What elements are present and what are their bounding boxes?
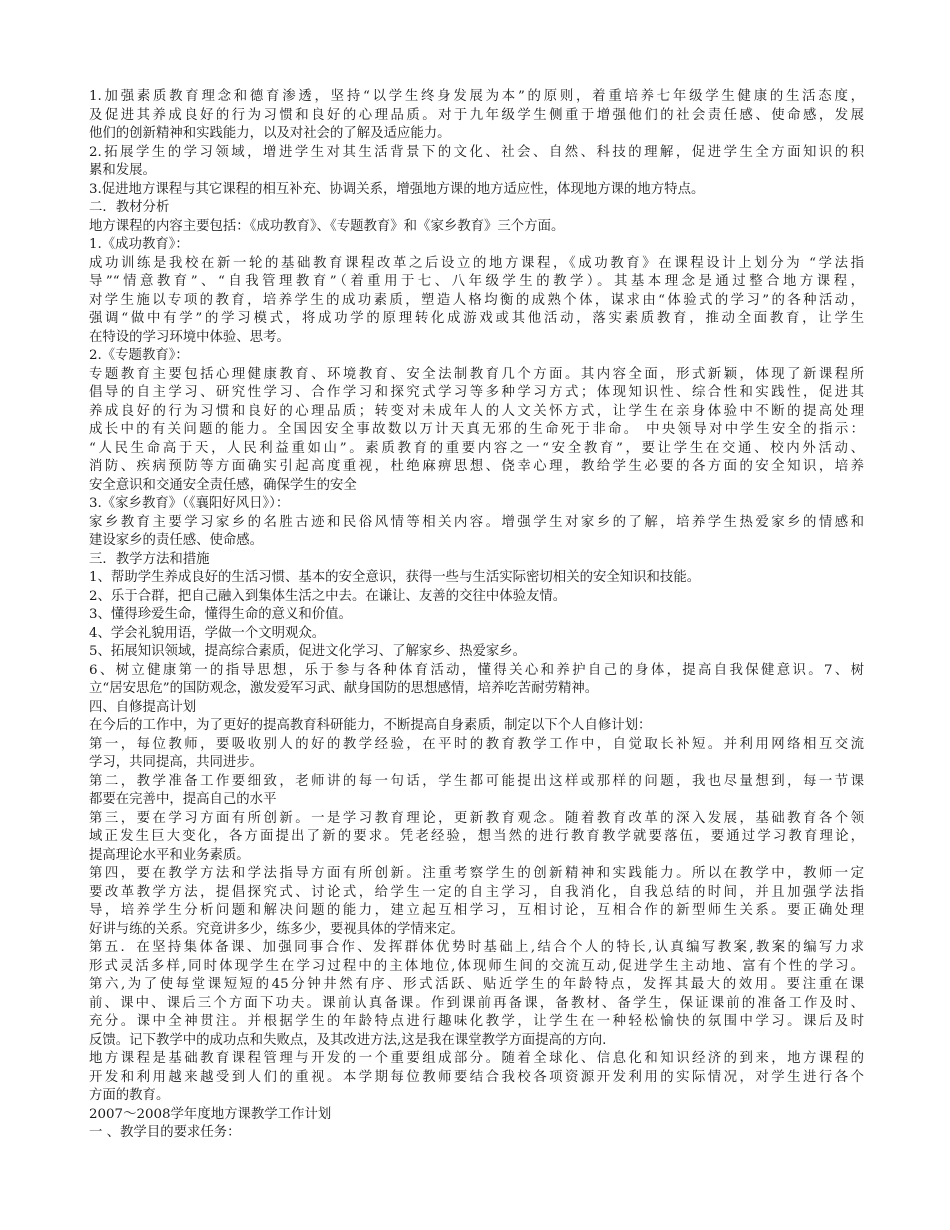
text-line: 地方课程的内容主要包括：《成功教育》、《专题教育》和《家乡教育》三个方面。 (89, 218, 565, 234)
text-line: 倡导的自主学习、研究性学习、合作学习和探究式学习等多种学习方式；体现知识性、综合性和实践性，促进其 (89, 385, 864, 400)
text-line: 第三，要在学习方面有所创新。一是学习教育理论，更新教育观念。随着教育改革的深入发展，基础教育各个领 (89, 810, 864, 826)
text-line: 成功训练是我校在新一轮的基础教育课程改革之后设立的地方课程，《成功教育》在课程设计上划分为 “学法指 (89, 255, 864, 271)
text-line: 2007～2008学年度地方课教学工作计划 (89, 1106, 332, 1122)
text-line: “人民生命高于天，人民利益重如山”。素质教育的重要内容之一“安全教育”，要让学生在交通、校内外活动、 (89, 440, 864, 456)
text-line: 强调“做中有学”的学习模式，将成功学的原理转化成游戏或其他活动，落实素质教育，推动全面教育，让学生 (89, 311, 864, 326)
text-line: 域正发生巨大变化，各方面提出了新的要求。凭老经验，想当然的进行教育教学就要落伍，要通过学习教育理论， (89, 829, 864, 844)
text-line: 1.《成功教育》： (89, 237, 189, 252)
text-line: 前、课中、课后三个方面下功夫。课前认真备课。作到课前再备课，备教材、备学生，保证课前的准备工作及时、 (89, 995, 864, 1011)
text-line: 提高理论水平和业务素质。 (89, 847, 250, 863)
text-line: 四、自修提高计划 (89, 699, 197, 715)
text-line: 第四，要在教学方法和学法指导方面有所创新。注重考察学生的创新精神和实践能力。所以在教学中，教师一定 (89, 866, 864, 881)
text-line: 养成良好的行为习惯和良好的心理品质；转变对未成年人的人文关怀方式，让学生在亲身体验中不断的提高处理 (89, 403, 864, 419)
text-line: 他们的创新精神和实践能力，以及对社会的了解及适应能力。 (89, 126, 451, 141)
text-line: 形式灵活多样,同时体现学生在学习过程中的主体地位,体现师生间的交流互动,促进学生主动地、富有个性的学习。 (89, 958, 864, 974)
text-line: 3.促进地方课程与其它课程的相互补充、协调关系，增强地方课的地方适应性，体现地方课的地方特点。 (89, 181, 705, 197)
text-line: 3、懂得珍爱生命，懂得生命的意义和价值。 (89, 607, 352, 622)
text-line: 在今后的工作中，为了更好的提高教育科研能力，不断提高自身素质，制定以下个人自修计划： (89, 718, 652, 733)
text-line: 要改革教学方法，提倡探究式、讨论式，给学生一定的自主学习，自我消化，自我总结的时间，并且加强学法指 (89, 884, 864, 900)
text-line: 累和发展。 (89, 163, 156, 178)
text-line: 对学生施以专项的教育，培养学生的成功素质，塑造人格均衡的成熟个体，谋求由“体验式的学习”的各种活动， (89, 292, 864, 308)
text-line: 6、树立健康第一的指导思想，乐于参与各种体育活动，懂得关心和养护自己的身体，提高自我保健意识。7、树 (89, 662, 864, 678)
text-line: 一 、教学目的要求任务： (89, 1125, 241, 1140)
text-line: 地方课程是基础教育课程管理与开发的一个重要组成部分。随着全球化、信息化和知识经济的到来，地方课程的 (89, 1051, 864, 1066)
text-line: 1、帮助学生养成良好的生活习惯、基本的安全意识，获得一些与生活实际密切相关的安全知识和技能。 (89, 570, 701, 585)
text-line: 安全意识和交通安全责任感，确保学生的安全 (89, 477, 357, 493)
text-line: 第二，教学准备工作要细致，老师讲的每一句话，学生都可能提出这样或那样的问题，我也尽量想到，每一节课 (89, 773, 864, 789)
text-line: 三．教学方法和措施 (89, 551, 210, 567)
text-line: 2.拓展学生的学习领域，增进学生对其生活背景下的文化、社会、自然、科技的理解，促进学生全方面知识的积 (89, 144, 864, 160)
text-line: 4、学会礼貌用语，学做一个文明观众。 (89, 625, 326, 641)
text-line: 都要在完善中，提高自己的水平 (89, 792, 277, 807)
text-line: 方面的教育。 (89, 1088, 170, 1103)
text-line: 及促进其养成良好的行为习惯和良好的心理品质。对于九年级学生侧重于增强他们的社会责任感、使命感，发展 (89, 107, 864, 123)
text-line: 好讲与练的关系。究竟讲多少，练多少，要视具体的学情来定。 (89, 921, 464, 937)
document-body (89, 88, 864, 1143)
text-line: 专题教育主要包括心理健康教育、环境教育、安全法制教育几个方面。其内容全面，形式新颖，体现了新课程所 (89, 366, 864, 382)
text-line: 学习，共同提高，共同进步。 (89, 755, 264, 770)
text-line: 二．教材分析 (89, 200, 170, 215)
text-line: 开发和利用越来越受到人们的重视。本学期每位教师要结合我校各项资源开发利用的实际情况，对学生进行各个 (89, 1069, 864, 1085)
text-line: 家乡教育主要学习家乡的名胜古迹和民俗风情等相关内容。增强学生对家乡的了解，培养学生热爱家乡的情感和 (89, 514, 864, 530)
text-line: 第一，每位教师，要吸收别人的好的教学经验，在平时的教育教学工作中，自觉取长补短。并利用网络相互交流 (89, 736, 864, 752)
text-line: 成长中的有关问题的能力。全国因安全事故数以万计天真无邪的生命死于非命。 中央领导对中学生安全的指示： (89, 422, 864, 437)
text-line: 3.《家乡教育》（《襄阳好风日》）： (89, 496, 290, 511)
text-line: 充分。课中全神贯注。并根据学生的年龄特点进行趣味化教学，让学生在一种轻松愉快的氛围中学习。课后及时 (89, 1014, 864, 1029)
text-line: 消防、疾病预防等方面确实引起高度重视，杜绝麻痹思想、侥幸心理，教给学生必要的各方面的安全知识，培养 (89, 459, 864, 474)
text-line: 2.《专题教育》： (89, 348, 189, 363)
text-line: 导”“情意教育”、“自我管理教育”（着重用于七、八年级学生的教学）。其基本理念是通过整合地方课程， (89, 274, 864, 289)
text-line: 5、拓展知识领域，提高综合素质，促进文化学习、了解家乡、热爱家乡。 (89, 644, 527, 659)
text-line: 建设家乡的责任感、使命感。 (89, 533, 264, 548)
text-line: 第六,为了使每堂课短短的45分钟井然有序、形式活跃、贴近学生的年龄特点，发挥其最大的效用。要注重在课 (89, 977, 864, 992)
text-line: 在特设的学习环境中体验、思考。 (89, 329, 290, 345)
text-line: 反馈。记下教学中的成功点和失败点，及其改进方法,这是我在课堂教学方面提高的方向. (89, 1032, 607, 1048)
text-line: 立“居安思危”的国防观念，激发爱军习武、献身国防的思想感情，培养吃苦耐劳精神。 (89, 681, 599, 696)
text-line: 1.加强素质教育理念和德育渗透，坚持“以学生终身发展为本”的原则，着重培养七年级学生健康的生活态度， (89, 89, 864, 104)
text-line: 第五．在坚持集体备课、加强同事合作、发挥群体优势时基础上,结合个人的特长,认真编写教案,教案的编写力求 (89, 940, 864, 955)
text-line: 导，培养学生分析问题和解决问题的能力，建立起互相学习，互相讨论，互相合作的新型师生关系。要正确处理 (89, 903, 864, 918)
text-line: 2、乐于合群，把自己融入到集体生活之中去。在谦让、友善的交往中体验友情。 (89, 588, 567, 604)
